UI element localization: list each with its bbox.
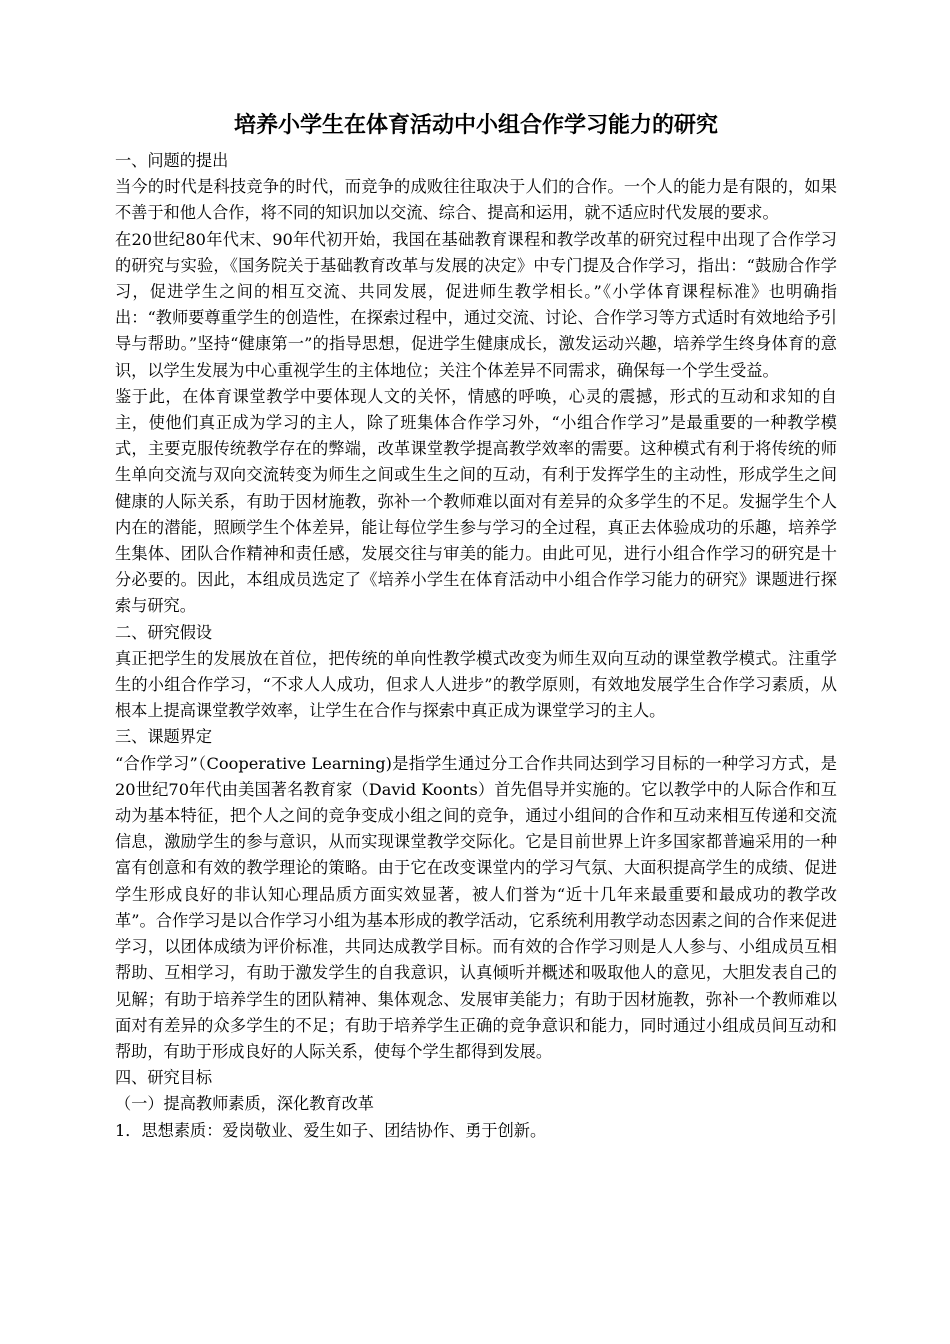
section-heading-2: 二、研究假设 xyxy=(115,622,213,642)
section-heading-4: 四、研究目标 xyxy=(115,1068,213,1088)
sub-heading-4-1: （一）提高教师素质，深化教育改革 xyxy=(115,1094,374,1114)
document-page xyxy=(115,108,837,1144)
document-title: 培养小学生在体育活动中小组合作学习能力的研究 xyxy=(233,113,718,138)
paragraph-1-2: 在20世纪80年代末、90年代初开始，我国在基础教育课程和教学改革的研究过程中出现了合作学习的研究与实验，《国务院关于基础教育改革与发展的决定》中专门提及合作学习，指出：“鼓励合作学习，促进学生之间的相互交流、共同发展，促进师生教学相长。”《小学体育课程标准》也明确指出：“教师要尊重学生的创造性，在探索过程中，通过交流、讨论、合作学习等方式适时有效地给予引导与帮助。”坚持“健康第一”的指导思想，促进学生健康成长，激发运动兴趣，培养学生终身体育的意识，以学生发展为中心重视学生的主体地位；关注个体差异不同需求，确保每一个学生受益。 xyxy=(115,229,837,380)
section-heading-3: 三、课题界定 xyxy=(115,727,213,747)
paragraph-1-1: 当今的时代是科技竞争的时代，而竞争的成败往往取决于人们的合作。一个人的能力是有限的，如果不善于和他人合作，将不同的知识加以交流、综合、提高和运用，就不适应时代发展的要求。 xyxy=(115,177,837,223)
section-heading-1: 一、问题的提出 xyxy=(115,151,229,170)
list-item-4-1-1: 1．思想素质：爱岗敬业、爱生如子、团结协作、勇于创新。 xyxy=(115,1120,547,1140)
paragraph-3-1: “合作学习”（Cooperative Learning)是指学生通过分工合作共同达到学习目标的一种学习方式，是20世纪70年代由美国著名教育家（David Koonts）首先倡导并实施的。它以教学中的人际合作和互动为基本特征，把个人之间的竞争变成小组之间的竞争，通过小组间的合作和互动来相互传递和交流信息，激励学生的参与意识，从而实现课堂教学交际化。它是目前世界上许多国家都普遍采用的一种富有创意和有效的教学理论的策略。由于它在改变课堂内的学习气氛、大面积提高学生的成绩、促进学生形成良好的非认知心理品质方面实效显著，被人们誉为“近十几年来最重要和最成功的教学改革”。合作学习是以合作学习小组为基本形成的教学活动，它系统利用教学动态因素之间的合作来促进学习，以团体成绩为评价标准，共同达成教学目标。而有效的合作学习则是人人参与、小组成员互相帮助、互相学习，有助于激发学生的自我意识，认真倾听并概述和吸取他人的意见，大胆发表自己的见解；有助于培养学生的团队精神、集体观念、发展审美能力；有助于因材施教，弥补一个教师难以面对有差异的众多学生的不足；有助于培养学生正确的竞争意识和能力，同时通过小组成员间互动和帮助，有助于形成良好的人际关系，使每个学生都得到发展。 xyxy=(115,753,837,1061)
paragraph-2-1: 真正把学生的发展放在首位，把传统的单向性教学模式改变为师生双向互动的课堂教学模式。注重学生的小组合作学习，“不求人人成功，但求人人进步”的教学原则，有效地发展学生合作学习素质，从根本上提高课堂教学效率，让学生在合作与探索中真正成为课堂学习的主人。 xyxy=(115,648,837,721)
paragraph-1-3: 鉴于此，在体育课堂教学中要体现人文的关怀，情感的呼唤，心灵的震撼，形式的互动和求知的自主，使他们真正成为学习的主人，除了班集体合作学习外，“小组合作学习”是最重要的一种教学模式，主要克服传统教学存在的弊端，改革课堂教学提高教学效率的需要。这种模式有利于将传统的师生单向交流与双向交流转变为师生之间或生生之间的互动，有利于发挥学生的主动性，形成学生之间健康的人际关系，有助于因材施教，弥补一个教师难以面对有差异的众多学生的不足。发掘学生个人内在的潜能，照顾学生个体差异，能让每位学生参与学习的全过程，真正去体验成功的乐趣，培养学生集体、团队合作精神和责任感，发展交往与审美的能力。由此可见，进行小组合作学习的研究是十分必要的。因此，本组成员选定了《培养小学生在体育活动中小组合作学习能力的研究》课题进行探索与研究。 xyxy=(115,386,837,616)
